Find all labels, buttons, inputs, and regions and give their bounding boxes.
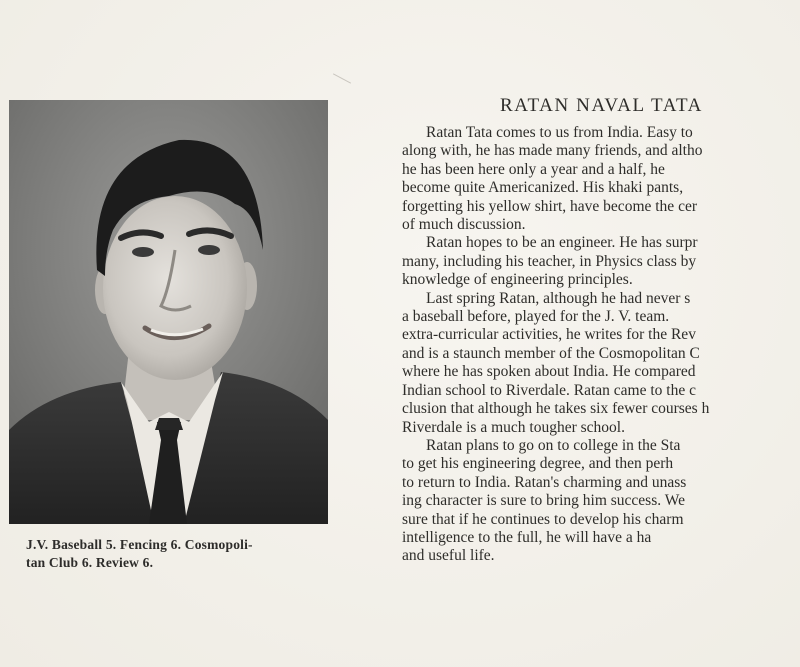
biography-line: extra-curricular activities, he writes for the Rev bbox=[402, 326, 696, 344]
activities-caption bbox=[26, 536, 326, 572]
biography-line: many, including his teacher, in Physics class by bbox=[402, 252, 697, 270]
biography-line: Ratan plans to go on to college in the Sta bbox=[426, 436, 681, 454]
biography-line: Last spring Ratan, although he had never s bbox=[426, 289, 691, 307]
biography-line: a baseball before, played for the J. V. team. bbox=[402, 308, 670, 326]
biography-line: Indian school to Riverdale. Ratan came to the c bbox=[402, 381, 696, 399]
biography-line: become quite Americanized. His khaki pants, bbox=[402, 179, 684, 197]
biography-line: of much discussion. bbox=[402, 216, 526, 234]
student-name-heading: RATAN NAVAL TATA bbox=[500, 95, 703, 116]
biography-line: Riverdale is a much tougher school. bbox=[402, 418, 625, 436]
biography-line: ing character is sure to bring him success. We bbox=[402, 492, 685, 510]
student-portrait-photo bbox=[9, 100, 328, 524]
page-mark bbox=[333, 73, 351, 83]
biography-line: Ratan hopes to be an engineer. He has surpr bbox=[426, 234, 698, 252]
biography-line: intelligence to the full, he will have a ha bbox=[402, 528, 652, 546]
biography-line: and is a staunch member of the Cosmopolitan C bbox=[402, 344, 700, 362]
biography-text bbox=[402, 124, 800, 566]
biography-line: forgetting his yellow shirt, have become the cer bbox=[402, 197, 697, 215]
biography-line: to return to India. Ratan's charming and unass bbox=[402, 473, 687, 491]
biography-line: along with, he has made many friends, and altho bbox=[402, 142, 703, 160]
biography-line: he has been here only a year and a half, he bbox=[402, 160, 665, 178]
biography-line: knowledge of engineering principles. bbox=[402, 271, 633, 289]
biography-line: to get his engineering degree, and then perh bbox=[402, 455, 674, 473]
caption-line: tan Club 6. Review 6. bbox=[26, 555, 154, 570]
biography-line: clusion that although he takes six fewer courses h bbox=[402, 400, 710, 418]
biography-line: where he has spoken about India. He compared bbox=[402, 363, 696, 381]
caption-line: J.V. Baseball 5. Fencing 6. Cosmopoli- bbox=[26, 537, 253, 552]
biography-line: and useful life. bbox=[402, 547, 495, 565]
biography-line: sure that if he continues to develop his charm bbox=[402, 510, 684, 528]
student-biography bbox=[402, 94, 800, 566]
biography-line: Ratan Tata comes to us from India. Easy to bbox=[426, 124, 693, 141]
